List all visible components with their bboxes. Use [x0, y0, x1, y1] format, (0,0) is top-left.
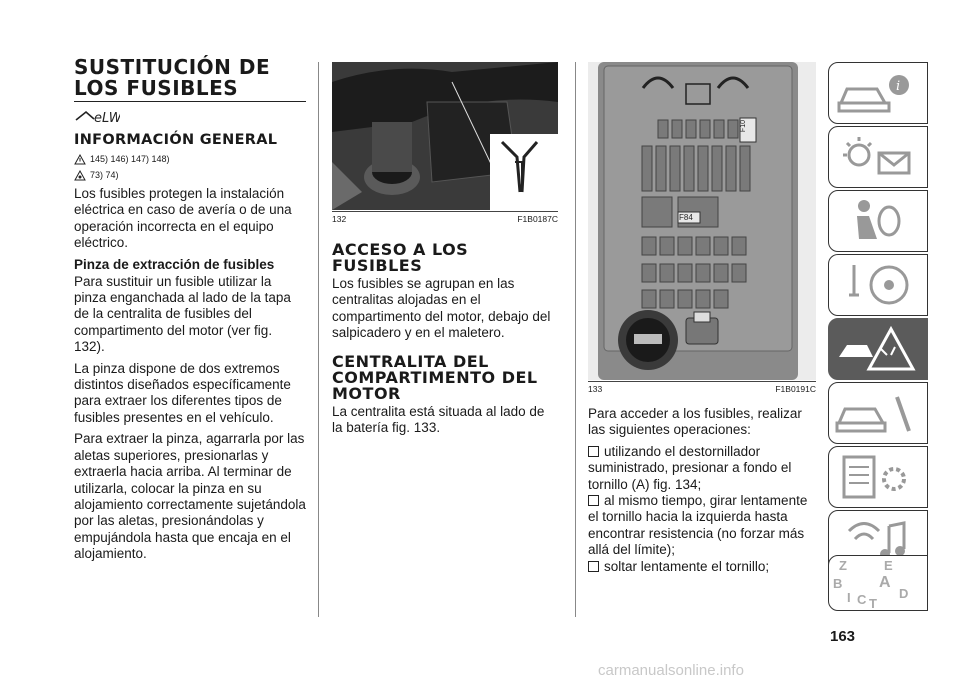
warning-refs-1: 145) 146) 147) 148)	[74, 152, 306, 166]
step-item: utilizando el destornillador suministrado, presionar a fondo el tornillo (A) fig. 134;	[588, 443, 792, 492]
section-title: INFORMACIÓN GENERAL	[74, 132, 278, 148]
step-item: soltar lentamente el tornillo;	[588, 559, 816, 575]
tab-starting-driving[interactable]	[828, 254, 928, 316]
paragraph: Para extraer la pinza, agarrarla por las aletas superiores, presionarlas y extraerla hacia arriba. Al terminar de utilizarla, colocar la pinza en su alojamiento correctamente sujetándola por las aletas, presionándolas y empujándola hasta que encaja en el alojamiento.	[74, 431, 306, 562]
car-wrench-icon	[829, 383, 929, 443]
column-divider	[318, 62, 319, 617]
figure-caption: 133 F1B0191C	[588, 381, 816, 394]
tab-emergency[interactable]	[828, 318, 928, 380]
specs-gear-icon	[829, 447, 929, 507]
page-title: SUSTITUCIÓN DE LOS FUSIBLES	[74, 55, 271, 100]
engine-bay-photo	[332, 62, 558, 210]
warning-triangle-icon	[74, 154, 86, 165]
bullet-box-icon	[588, 446, 599, 457]
paragraph: Para sustituir un fusible utilizar la pinza enganchada al lado de la tapa de la centralita de fusibles del compartimento del motor (ver fig. 132).	[74, 273, 291, 355]
column-2	[332, 0, 558, 441]
bullet-box-icon	[588, 561, 599, 572]
emergency-triangle-icon	[829, 319, 929, 379]
e-service-icon	[74, 108, 306, 126]
warning-refs-2: 73) 74)	[74, 168, 306, 182]
airbag-icon	[829, 191, 929, 251]
tab-maintenance[interactable]	[828, 382, 928, 444]
warning-light-icon	[829, 127, 929, 187]
paragraph: Los fusibles se agrupan en las centralitas alojadas en el compartimento del motor, debajo del salpicadero y en el maletero.	[332, 276, 551, 341]
paragraph: La centralita está situada al lado de la batería fig. 133.	[332, 403, 545, 436]
tab-index[interactable]	[828, 555, 928, 611]
column-1	[74, 0, 306, 568]
index-letters: Z E B A I C D T	[833, 558, 909, 611]
heading-access: ACCESO A LOS FUSIBLES	[332, 240, 469, 275]
fuse-box-photo	[588, 62, 816, 380]
svg-text:eLW: eLW	[94, 111, 120, 126]
tab-technical-data[interactable]	[828, 446, 928, 508]
intro-paragraph: Los fusibles protegen la instalación eléctrica en caso de avería o de una operación incorrecta en el equipo eléctrico.	[74, 186, 292, 251]
intro-paragraph: Para acceder a los fusibles, realizar las siguientes operaciones:	[588, 406, 802, 438]
tab-lights-messages[interactable]	[828, 126, 928, 188]
paragraph: La pinza dispone de dos extremos distintos diseñados específicamente para extraer los diferentes tipos de fusibles presentes en el vehículo.	[74, 360, 291, 425]
fuse-label-f10: F10	[740, 120, 747, 133]
subsection-title: Pinza de extracción de fusibles	[74, 256, 275, 272]
caution-hand-icon	[74, 170, 86, 181]
car-info-icon	[829, 63, 929, 123]
watermark-footer: carmanualsonline.info	[598, 662, 744, 679]
title-rule	[74, 101, 306, 102]
page-number: 163	[830, 628, 856, 645]
tab-safety[interactable]	[828, 190, 928, 252]
figure-caption: 132 F1B0187C	[332, 211, 558, 224]
heading-engine-box: CENTRALITA DEL COMPARTIMENTO DEL MOTOR	[332, 351, 538, 403]
fuse-label-f84: F84	[679, 213, 693, 222]
svg-text:i: i	[896, 79, 901, 94]
column-divider	[575, 62, 576, 617]
steering-wheel-icon	[829, 255, 929, 315]
step-item: al mismo tiempo, girar lentamente el tornillo hacia la izquierda hasta encontrar resistencia (no forzar más allá del límite);	[588, 493, 808, 558]
tab-dashboard[interactable]	[828, 62, 928, 124]
column-3	[588, 0, 816, 575]
bullet-box-icon	[588, 495, 599, 506]
